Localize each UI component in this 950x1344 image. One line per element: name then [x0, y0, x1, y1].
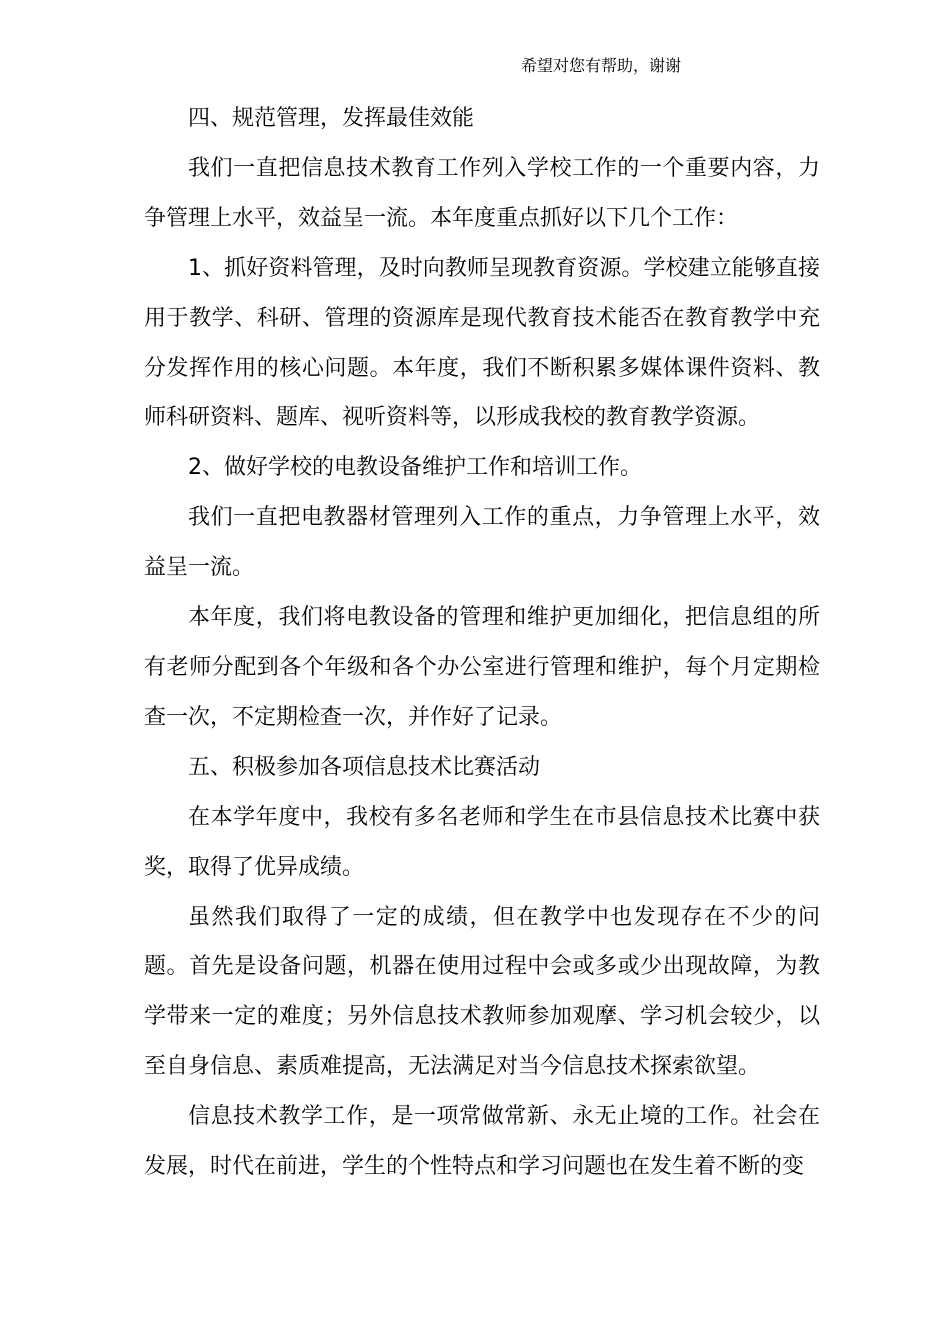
- section-heading-4: 四、规范管理，发挥最佳效能: [188, 106, 475, 131]
- paragraph-management-intro: 我们一直把信息技术教育工作列入学校工作的一个重要内容，力争管理上水平，效益呈一流。本年度重点抓好以下几个工作：: [144, 155, 820, 231]
- paragraph-equipment-detail: 本年度，我们将电教设备的管理和维护更加细化，把信息组的所有老师分配到各个年级和各个办公室进行管理和维护，每个月定期检查一次，不定期检查一次，并作好了记录。: [144, 605, 820, 730]
- paragraph-problems: 虽然我们取得了一定的成绩，但在教学中也发现存在不少的问题。首先是设备问题，机器在使用过程中会或多或少出现故障，为教学带来一定的难度；另外信息技术教师参加观摩、学习机会较少，以至自身信息、素质难提高，无法满足对当今信息技术探索欲望。: [144, 904, 820, 1080]
- document-body: [144, 94, 820, 1192]
- section-heading-5: 五、积极参加各项信息技术比赛活动: [188, 754, 541, 780]
- paragraph-conclusion: 信息技术教学工作，是一项常做常新、永无止境的工作。社会在发展，时代在前进，学生的个性特点和学习问题也在发生着不断的变: [144, 1104, 820, 1180]
- paragraph-equipment-heading: 2、做好学校的电教设备维护工作和培训工作。: [188, 455, 642, 481]
- paragraph-equipment-management: 我们一直把电教器材管理列入工作的重点，力争管理上水平，效益呈一流。: [144, 505, 820, 581]
- paragraph-competition: 在本学年度中，我校有多名老师和学生在市县信息技术比赛中获奖，取得了优异成绩。: [144, 804, 820, 880]
- paragraph-resource-management: 1、抓好资料管理，及时向教师呈现教育资源。学校建立能够直接用于教学、科研、管理的资源库是现代教育技术能否在教育教学中充分发挥作用的核心问题。本年度，我们不断积累多媒体课件资料、教师科研资料、题库、视听资料等，以形成我校的教育教学资源。: [144, 255, 820, 431]
- header-note: 希望对您有帮助，谢谢: [521, 56, 682, 75]
